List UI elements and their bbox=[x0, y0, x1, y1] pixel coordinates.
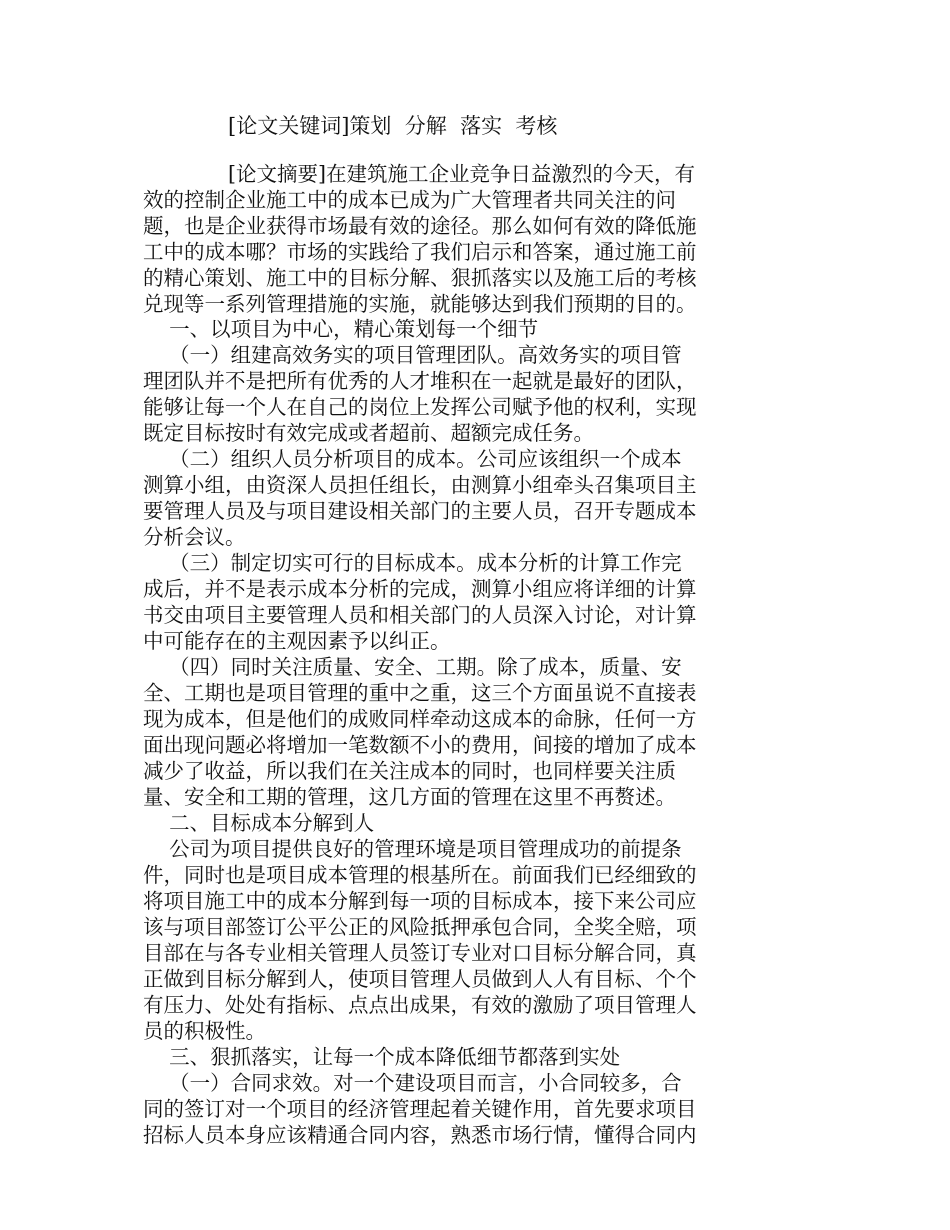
body-line: （二）组织人员分析项目的成本。公司应该组织一个成本 bbox=[143, 447, 682, 471]
body-line: 正做到目标分解到人，使项目管理人员做到人人有目标、个个 bbox=[143, 967, 697, 991]
body-line: 公司为项目提供良好的管理环境是项目管理成功的前提条 bbox=[143, 837, 682, 861]
body-line: 招标人员本身应该精通合同内容，熟悉市场行情，懂得合同内 bbox=[143, 1123, 697, 1147]
body-line: 全、工期也是项目管理的重中之重，这三个方面虽说不直接表 bbox=[143, 681, 697, 705]
body-line: 要管理人员及与项目建设相关部门的主要人员，召开专题成本 bbox=[143, 499, 697, 523]
body-line: 目部在与各专业相关管理人员签订专业对口目标分解合同，真 bbox=[143, 941, 697, 965]
abstract-line: 的精心策划、施工中的目标分解、狠抓落实以及施工后的考核 bbox=[143, 266, 697, 290]
body-line: 量、安全和工期的管理，这几方面的管理在这里不再赘述。 bbox=[143, 785, 676, 809]
abstract-line: 题，也是企业获得市场最有效的途径。那么如何有效的降低施 bbox=[143, 214, 697, 238]
body-line: 员的积极性。 bbox=[143, 1019, 266, 1043]
section-heading: 一、以项目为中心，精心策划每一个细节 bbox=[143, 317, 539, 341]
body-line: 有压力、处处有指标、点点出成果，有效的激励了项目管理人 bbox=[143, 993, 697, 1017]
body-line: 理团队并不是把所有优秀的人才堆积在一起就是最好的团队， bbox=[143, 369, 697, 393]
body-line: 书交由项目主要管理人员和相关部门的人员深入讨论，对计算 bbox=[143, 603, 697, 627]
body-line: 减少了收益，所以我们在关注成本的同时，也同样要关注质 bbox=[143, 759, 676, 783]
body-line: 分析会议。 bbox=[143, 525, 246, 549]
body-line: （三）制定切实可行的目标成本。成本分析的计算工作完 bbox=[143, 551, 682, 575]
body-line: 中可能存在的主观因素予以纠正。 bbox=[143, 629, 451, 653]
abstract-line: [论文摘要]在建筑施工企业竞争日益激烈的今天，有 bbox=[228, 162, 695, 186]
abstract-line: 效的控制企业施工中的成本已成为广大管理者共同关注的问 bbox=[143, 188, 676, 212]
abstract-line: 兑现等一系列管理措施的实施，就能够达到我们预期的目的。 bbox=[143, 292, 697, 316]
body-line: （一）组建高效务实的项目管理团队。高效务实的项目管 bbox=[143, 343, 682, 367]
section-heading: 三、狠抓落实，让每一个成本降低细节都落到实处 bbox=[143, 1045, 621, 1069]
body-line: 同的签订对一个项目的经济管理起着关键作用，首先要求项目 bbox=[143, 1097, 697, 1121]
body-line: 既定目标按时有效完成或者超前、超额完成任务。 bbox=[143, 421, 594, 445]
body-line: （四）同时关注质量、安全、工期。除了成本，质量、安 bbox=[143, 655, 682, 679]
body-line: （一）合同求效。对一个建设项目而言，小合同较多，合 bbox=[143, 1071, 682, 1095]
body-line: 成后，并不是表示成本分析的完成，测算小组应将详细的计算 bbox=[143, 577, 697, 601]
body-line: 能够让每一个人在自己的岗位上发挥公司赋予他的权利，实现 bbox=[143, 395, 697, 419]
abstract-line: 工中的成本哪？市场的实践给了我们启示和答案，通过施工前 bbox=[143, 240, 697, 264]
body-line: 现为成本，但是他们的成败同样牵动这成本的命脉，任何一方 bbox=[143, 707, 697, 731]
body-line: 件，同时也是项目成本管理的根基所在。前面我们已经细致的 bbox=[143, 863, 697, 887]
body-line: 该与项目部签订公平公正的风险抵押承包合同，全奖全赔，项 bbox=[143, 915, 697, 939]
body-line: 将项目施工中的成本分解到每一项的目标成本，接下来公司应 bbox=[143, 889, 697, 913]
body-line: 测算小组，由资深人员担任组长，由测算小组牵头召集项目主 bbox=[143, 473, 697, 497]
section-heading: 二、目标成本分解到人 bbox=[143, 811, 375, 835]
keywords-line: [论文关键词]策划 分解 落实 考核 bbox=[228, 114, 558, 138]
body-line: 面出现问题必将增加一笔数额不小的费用，间接的增加了成本 bbox=[143, 733, 697, 757]
